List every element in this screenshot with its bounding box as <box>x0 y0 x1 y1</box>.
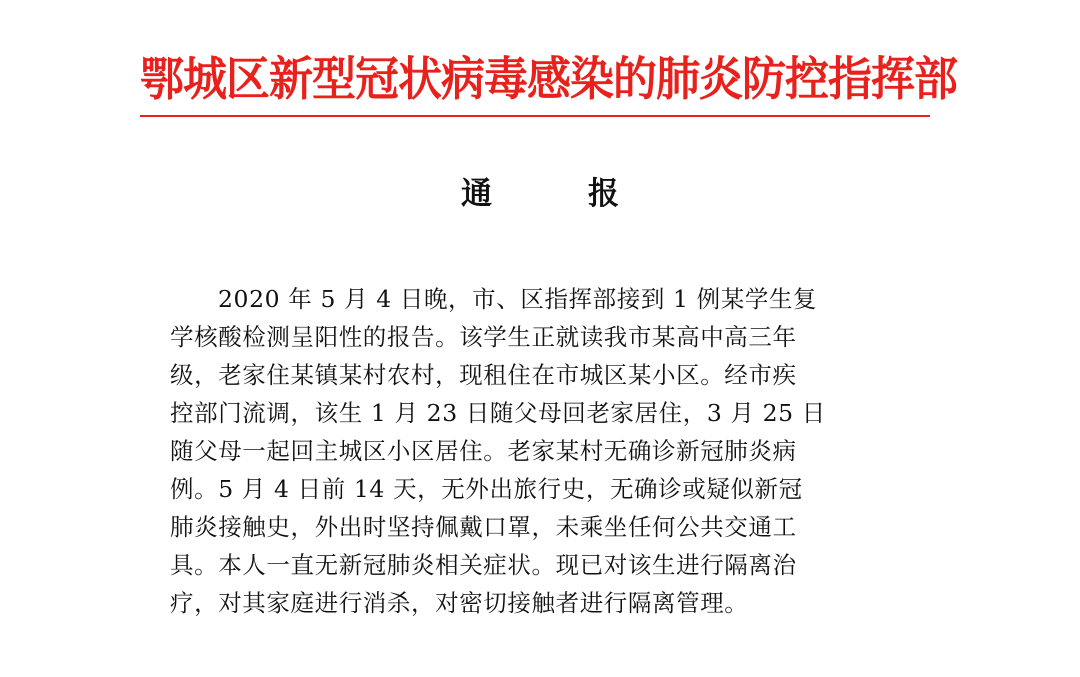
body-line-7: 肺炎接触史，外出时坚持佩戴口罩，未乘坐任何公共交通工 <box>170 513 797 541</box>
notice-body <box>170 280 860 622</box>
body-line-4: 控部门流调，该生 1 月 23 日随父母回老家居住，3 月 25 日 <box>170 399 826 427</box>
body-line-8: 具。本人一直无新冠肺炎相关症状。现已对该生进行隔离治 <box>170 551 797 579</box>
document-title <box>0 172 1080 216</box>
body-line-9: 疗，对其家庭进行消杀，对密切接触者进行隔离管理。 <box>170 589 749 617</box>
document-title-char-1: 通 <box>461 176 492 212</box>
document-title-char-2: 报 <box>588 176 619 212</box>
body-line-6: 例。5 月 4 日前 14 天，无外出旅行史，无确诊或疑似新冠 <box>170 475 803 503</box>
body-line-1: 2020 年 5 月 4 日晚，市、区指挥部接到 1 例某学生复 <box>218 285 818 313</box>
body-line-2: 学核酸检测呈阳性的报告。该学生正就读我市某高中高三年 <box>170 323 797 351</box>
letterhead <box>140 50 957 110</box>
letterhead-divider <box>140 115 930 117</box>
body-line-5: 随父母一起回主城区小区居住。老家某村无确诊新冠肺炎病 <box>170 437 797 465</box>
body-line-3: 级，老家住某镇某村农村，现租住在市城区某小区。经市疾 <box>170 361 797 389</box>
organization-name: 鄂城区新型冠状病毒感染的肺炎防控指挥部 <box>140 52 957 107</box>
